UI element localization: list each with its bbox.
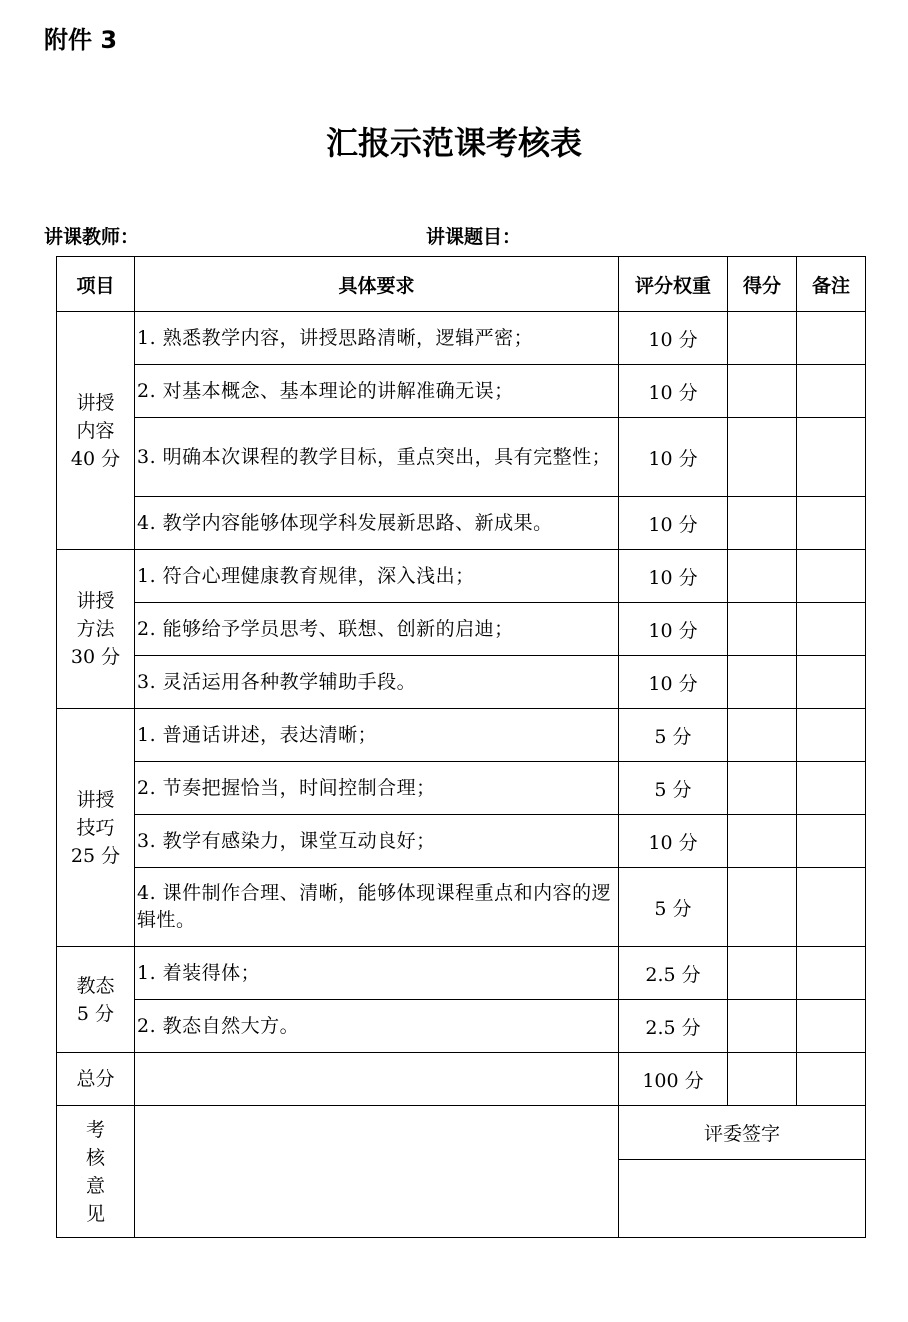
- score-cell[interactable]: [728, 418, 797, 497]
- header-item: 项目: [57, 257, 135, 312]
- category-line: 5 分: [76, 1002, 115, 1025]
- table-row: [57, 550, 866, 603]
- category-line: 讲授: [76, 590, 115, 612]
- total-note-cell[interactable]: [797, 1053, 866, 1106]
- score-cell[interactable]: [728, 815, 797, 868]
- note-cell[interactable]: [797, 709, 866, 762]
- weight-cell: 2.5 分: [619, 1000, 728, 1053]
- weight-cell: 5 分: [619, 709, 728, 762]
- weight-cell: 2.5 分: [619, 947, 728, 1000]
- table-row: [57, 418, 866, 497]
- category-line: 技巧: [76, 816, 115, 839]
- weight-cell: 10 分: [619, 603, 728, 656]
- table-row: [57, 497, 866, 550]
- requirement-cell: 3. 明确本次课程的教学目标，重点突出，具有完整性；: [135, 418, 619, 497]
- note-cell[interactable]: [797, 550, 866, 603]
- total-row: [57, 1053, 866, 1106]
- score-cell[interactable]: [728, 947, 797, 1000]
- teacher-label: 讲课教师：: [44, 226, 140, 248]
- requirement-cell: 1. 符合心理健康教育规律，深入浅出；: [135, 550, 619, 603]
- weight-cell: 10 分: [619, 312, 728, 365]
- note-cell[interactable]: [797, 762, 866, 815]
- opinion-char: 考: [85, 1119, 105, 1141]
- note-cell[interactable]: [797, 497, 866, 550]
- requirement-cell: 1. 熟悉教学内容，讲授思路清晰，逻辑严密；: [135, 312, 619, 365]
- note-cell[interactable]: [797, 815, 866, 868]
- total-requirement-cell: [135, 1053, 619, 1106]
- assessment-table: [56, 256, 866, 1238]
- category-line: 30 分: [70, 646, 121, 668]
- category-cell: [57, 947, 135, 1053]
- opinion-char: 见: [85, 1203, 105, 1225]
- requirement-cell: 3. 教学有感染力，课堂互动良好；: [135, 815, 619, 868]
- category-line: 25 分: [70, 844, 121, 867]
- note-cell[interactable]: [797, 365, 866, 418]
- total-label: 总分: [57, 1053, 135, 1106]
- opinion-char: 核: [85, 1147, 105, 1169]
- score-cell[interactable]: [728, 497, 797, 550]
- note-cell[interactable]: [797, 603, 866, 656]
- score-cell[interactable]: [728, 762, 797, 815]
- score-cell[interactable]: [728, 868, 797, 947]
- requirement-cell: 4. 教学内容能够体现学科发展新思路、新成果。: [135, 497, 619, 550]
- category-cell: [57, 550, 135, 709]
- score-cell[interactable]: [728, 1000, 797, 1053]
- score-cell[interactable]: [728, 312, 797, 365]
- table-row: [57, 947, 866, 1000]
- requirement-cell: 1. 着装得体；: [135, 947, 619, 1000]
- total-weight: 100 分: [619, 1053, 728, 1106]
- opinion-char: 意: [85, 1175, 105, 1197]
- table-row: [57, 312, 866, 365]
- header-note: 备注: [797, 257, 866, 312]
- category-cell: [57, 709, 135, 947]
- header-row: [57, 257, 866, 312]
- weight-cell: 10 分: [619, 815, 728, 868]
- header-requirement: 具体要求: [135, 257, 619, 312]
- score-cell[interactable]: [728, 365, 797, 418]
- requirement-cell: 2. 教态自然大方。: [135, 1000, 619, 1053]
- note-cell[interactable]: [797, 418, 866, 497]
- topic-label: 讲课题目：: [426, 226, 522, 248]
- attachment-label: 附件 3: [44, 26, 118, 54]
- opinion-input-area[interactable]: [135, 1106, 619, 1238]
- judge-signature-label: 评委签字: [619, 1106, 866, 1160]
- header-score: 得分: [728, 257, 797, 312]
- note-cell[interactable]: [797, 947, 866, 1000]
- table-row: [57, 868, 866, 947]
- weight-cell: 10 分: [619, 656, 728, 709]
- requirement-cell: 2. 能够给予学员思考、联想、创新的启迪；: [135, 603, 619, 656]
- category-line: 讲授: [76, 391, 115, 414]
- requirement-cell: 3. 灵活运用各种教学辅助手段。: [135, 656, 619, 709]
- weight-cell: 10 分: [619, 418, 728, 497]
- weight-cell: 5 分: [619, 762, 728, 815]
- score-cell[interactable]: [728, 656, 797, 709]
- table-row: [57, 762, 866, 815]
- category-line: 教态: [76, 974, 115, 997]
- weight-cell: 10 分: [619, 550, 728, 603]
- weight-cell: 10 分: [619, 365, 728, 418]
- table-row: [57, 603, 866, 656]
- note-cell[interactable]: [797, 656, 866, 709]
- requirement-cell: 2. 对基本概念、基本理论的讲解准确无误；: [135, 365, 619, 418]
- requirement-cell: 2. 节奏把握恰当，时间控制合理；: [135, 762, 619, 815]
- judge-signature-area[interactable]: [619, 1160, 866, 1238]
- note-cell[interactable]: [797, 868, 866, 947]
- category-line: 40 分: [70, 447, 121, 470]
- score-cell[interactable]: [728, 709, 797, 762]
- requirement-cell: 4. 课件制作合理、清晰，能够体现课程重点和内容的逻辑性。: [135, 868, 619, 947]
- note-cell[interactable]: [797, 1000, 866, 1053]
- score-cell[interactable]: [728, 603, 797, 656]
- category-line: 内容: [76, 419, 115, 442]
- page-title: 汇报示范课考核表: [325, 124, 582, 162]
- table-row: [57, 709, 866, 762]
- table-row: [57, 365, 866, 418]
- weight-cell: 10 分: [619, 497, 728, 550]
- category-line: 讲授: [76, 788, 115, 811]
- opinion-row: [57, 1106, 866, 1160]
- weight-cell: 5 分: [619, 868, 728, 947]
- opinion-label: [57, 1106, 135, 1238]
- table-row: [57, 1000, 866, 1053]
- category-line: 方法: [76, 618, 115, 640]
- category-cell: [57, 312, 135, 550]
- total-score-cell[interactable]: [728, 1053, 797, 1106]
- score-cell[interactable]: [728, 550, 797, 603]
- header-weight: 评分权重: [619, 257, 728, 312]
- table-row: [57, 656, 866, 709]
- note-cell[interactable]: [797, 312, 866, 365]
- requirement-cell: 1. 普通话讲述，表达清晰；: [135, 709, 619, 762]
- table-row: [57, 815, 866, 868]
